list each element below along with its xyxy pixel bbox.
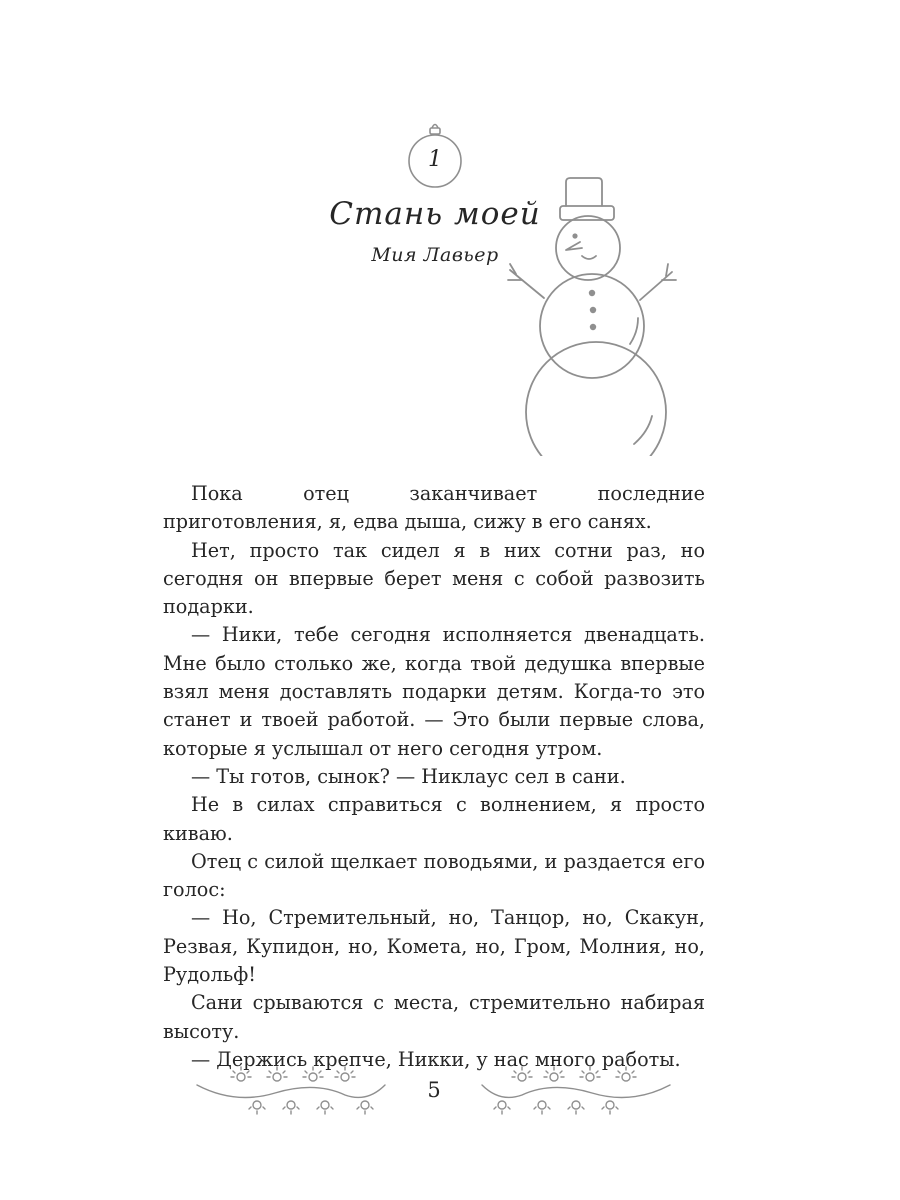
snowman-icon xyxy=(500,176,690,456)
paragraph: — Ты готов, сынок? — Никлаус сел в сани. xyxy=(191,764,626,788)
paragraph: — Но, Стремительный, но, Танцор, но, Скакун, Резвая, Купидон, но, Комета, но, Гром, Молния, но, Рудольф! xyxy=(163,906,705,987)
paragraph: Сани срываются с места, стремительно набирая высоту. xyxy=(163,991,705,1043)
chapter-body xyxy=(163,480,705,1074)
paragraph: — Держись крепче, Никки, у нас много работы. xyxy=(191,1047,681,1071)
chapter-title: Стань моей xyxy=(329,196,541,232)
paragraph: Отец с силой щелкает поводьями, и раздается его голос: xyxy=(163,849,705,902)
string-lights-icon xyxy=(480,1063,672,1115)
string-lights-icon xyxy=(195,1063,387,1115)
chapter-author: Мия Лавьер xyxy=(371,244,499,266)
page-number: 5 xyxy=(427,1078,441,1102)
paragraph: Не в силах справиться с волнением, я просто киваю. xyxy=(163,793,705,845)
paragraph: Нет, просто так сидел я в них сотни раз, но сегодня он впервые берет меня с собой развозить подарки. xyxy=(163,538,705,619)
chapter-number: 1 xyxy=(428,147,442,172)
paragraph: — Ники, тебе сегодня исполняется двенадцать. Мне было столько же, когда твой дедушка впервые взял меня доставлять подарки детям. Когда-то это станет и твоей работой. — Это были первые слова, которые я услышал от него сегодня утром. xyxy=(163,623,705,760)
paragraph: Пока отец заканчивает последние приготовления, я, едва дыша, сижу в его санях. xyxy=(163,482,705,534)
